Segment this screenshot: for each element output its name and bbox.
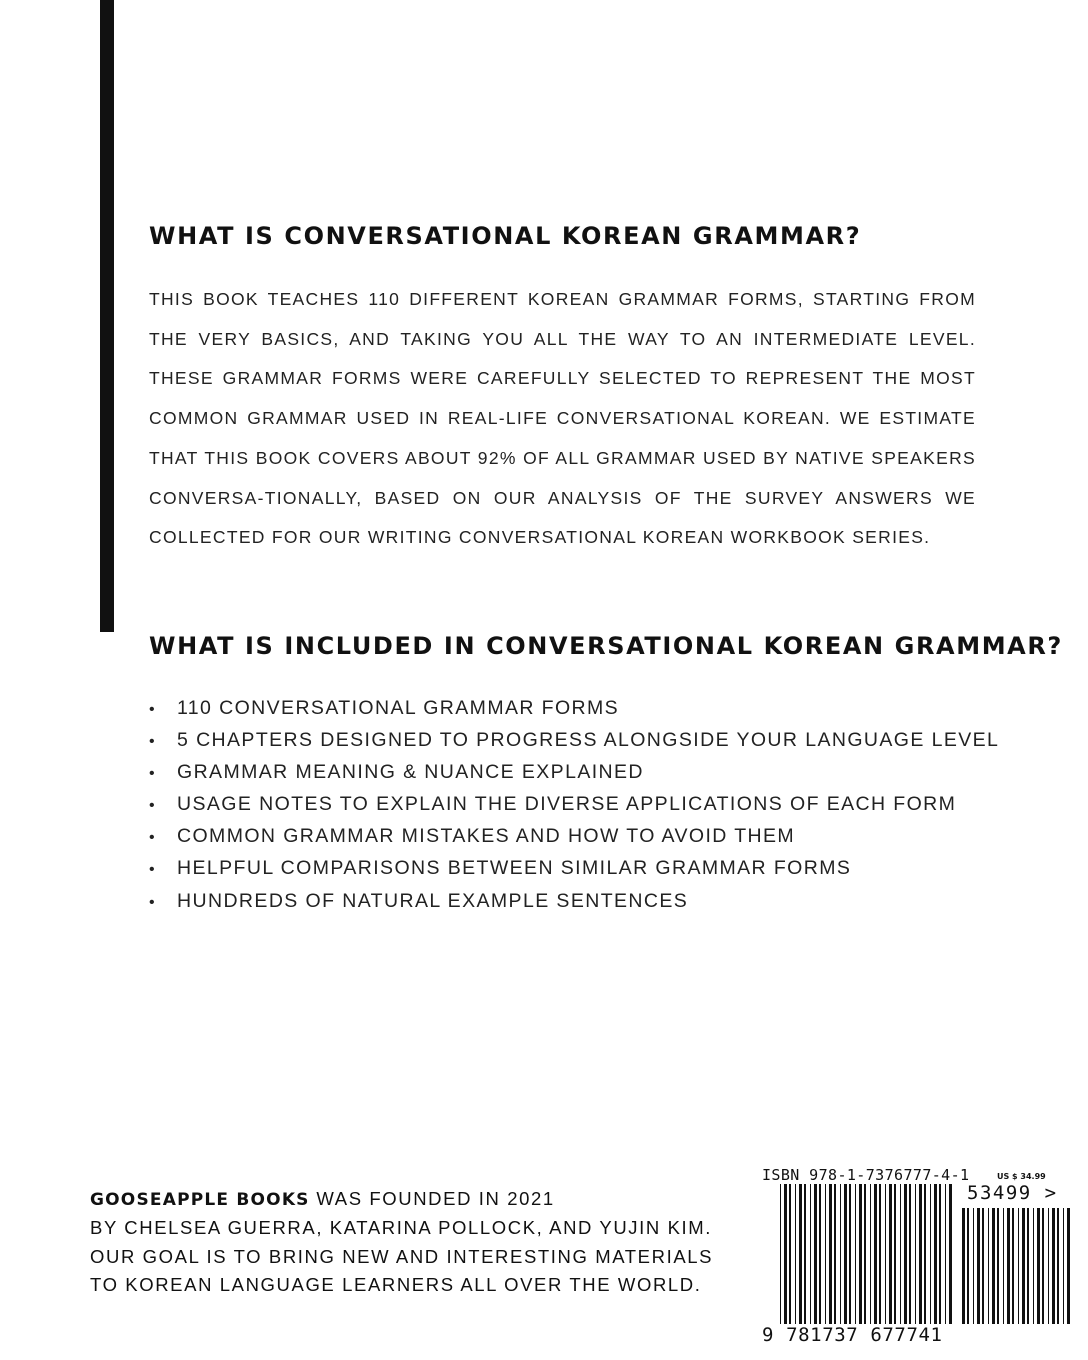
list-item (149, 692, 999, 724)
barcode-bar (982, 1208, 984, 1324)
list-item (149, 788, 999, 820)
barcode-bar (1037, 1208, 1040, 1324)
heading-what-is: WHAT IS CONVERSATIONAL KOREAN GRAMMAR? (149, 222, 862, 250)
barcode-bar (900, 1184, 901, 1324)
about-line-1 (90, 1185, 713, 1214)
ean-number: 9 781737 677741 (762, 1324, 943, 1346)
barcode-bar (1027, 1208, 1029, 1324)
features-list (149, 692, 999, 917)
barcode-bar (829, 1184, 832, 1324)
barcode-bar (909, 1184, 911, 1324)
barcode-bar (834, 1184, 836, 1324)
barcode-bar (894, 1184, 896, 1324)
description-paragraph: THIS BOOK TEACHES 110 DIFFERENT KOREAN GRAMMAR FORMS, STARTING FROM THE VERY BASICS, AND TAKING YOU ALL THE WAY TO AN INTERMEDIATE LEVEL. THESE GRAMMAR FORMS WERE CAREFULLY SELECTED TO REPRESENT THE MOST COMMON GRAMMAR USED IN REAL-LIFE CONVERSATIONAL KOREAN. WE ESTIMATE THAT THIS BOOK COVERS ABOUT 92% OF ALL GRAMMAR USED BY NATIVE SPEAKERS CONVERSA-TIONALLY, BASED ON OUR ANALYSIS OF THE SURVEY ANSWERS WE COLLECTED FOR OUR WRITING CONVERSATIONAL KOREAN WORKBOOK SERIES. (149, 289, 976, 548)
list-item-text: HUNDREDS OF NATURAL EXAMPLE SENTENCES (177, 889, 689, 912)
list-item-text: USAGE NOTES TO EXPLAIN THE DIVERSE APPLICATIONS OF EACH FORM (177, 793, 957, 816)
barcode-bar (915, 1184, 916, 1324)
barcode-bar (784, 1184, 787, 1324)
barcode-bar (1048, 1208, 1049, 1324)
barcode-bar (1042, 1208, 1044, 1324)
barcode-bar (844, 1184, 847, 1324)
barcode-bar (1057, 1208, 1059, 1324)
barcode-bar (977, 1208, 980, 1324)
barcode-bar (825, 1184, 826, 1324)
barcode-bar (849, 1184, 851, 1324)
isbn-barcode (762, 1160, 1074, 1360)
list-item (149, 756, 999, 788)
barcode-bar (814, 1184, 817, 1324)
about-line-2: BY CHELSEA GUERRA, KATARINA POLLOCK, AND YUJIN KIM. (90, 1217, 713, 1239)
bullet-icon: • (149, 797, 157, 815)
barcode-bar (924, 1184, 926, 1324)
bullet-icon: • (149, 733, 157, 751)
barcode-bar (780, 1184, 781, 1324)
barcode-bar (939, 1184, 941, 1324)
barcode-bar (874, 1184, 877, 1324)
barcode-bar (949, 1184, 952, 1324)
publisher-name: GOOSEAPPLE BOOKS (90, 1190, 310, 1210)
list-item-text: 110 CONVERSATIONAL GRAMMAR FORMS (177, 697, 620, 719)
barcode-bar (889, 1184, 892, 1324)
bullet-icon: • (149, 829, 157, 847)
bullet-icon: • (149, 893, 157, 911)
barcode-bar (1018, 1208, 1019, 1324)
barcode-bar (879, 1184, 881, 1324)
barcode-bar (973, 1208, 974, 1324)
barcode-bar (799, 1184, 802, 1324)
about-line-3: OUR GOAL IS TO BRING NEW AND INTERESTING MATERIALS (90, 1245, 714, 1267)
list-item-text: GRAMMAR MEANING & NUANCE EXPLAINED (177, 761, 644, 784)
barcode-bar (962, 1208, 965, 1324)
bullet-icon: • (149, 701, 157, 718)
bullet-icon: • (149, 861, 157, 879)
barcode-bar (945, 1184, 946, 1324)
list-item (149, 852, 999, 884)
barcode-bar (997, 1208, 999, 1324)
barcode-bar (1063, 1208, 1064, 1324)
barcode-bar (855, 1184, 856, 1324)
barcode-bar (1007, 1208, 1010, 1324)
barcode-bar (904, 1184, 907, 1324)
barcode-bar (789, 1184, 791, 1324)
barcode-bar (804, 1184, 806, 1324)
barcode-bar (992, 1208, 995, 1324)
list-item-text: COMMON GRAMMAR MISTAKES AND HOW TO AVOID THEM (177, 825, 796, 848)
barcode-bar (885, 1184, 886, 1324)
list-item-text: 5 CHAPTERS DESIGNED TO PROGRESS ALONGSIDE YOUR LANGUAGE LEVEL (177, 729, 1000, 752)
barcode-bar (795, 1184, 796, 1324)
list-item (149, 885, 999, 917)
barcode-bar (859, 1184, 862, 1324)
barcode-bar (1052, 1208, 1055, 1324)
barcode-bar (1022, 1208, 1025, 1324)
about-line-1-text: WAS FOUNDED IN 2021 (309, 1188, 555, 1209)
barcode-bar (930, 1184, 931, 1324)
barcode-bar (840, 1184, 841, 1324)
barcode-bar (1033, 1208, 1034, 1324)
about-line-4: TO KOREAN LANGUAGE LEARNERS ALL OVER THE WORLD. (90, 1274, 702, 1296)
heading-whats-included: WHAT IS INCLUDED IN CONVERSATIONAL KOREAN GRAMMAR? (149, 632, 1063, 660)
barcode-bar (864, 1184, 866, 1324)
decorative-side-bar (100, 0, 114, 632)
barcode-bar (870, 1184, 871, 1324)
barcode-bar (810, 1184, 811, 1324)
barcode-bar (1003, 1208, 1004, 1324)
barcode-bar (988, 1208, 989, 1324)
list-item-text: HELPFUL COMPARISONS BETWEEN SIMILAR GRAMMAR FORMS (177, 857, 852, 880)
barcode-bar (934, 1184, 937, 1324)
barcode-bar (819, 1184, 821, 1324)
publisher-about (90, 1185, 713, 1300)
barcode-bar (967, 1208, 969, 1324)
price-label: US $ 34.99 (997, 1172, 1046, 1181)
barcode-bar (1012, 1208, 1014, 1324)
list-item (149, 724, 999, 756)
addon-number: 53499 > (967, 1182, 1058, 1204)
ean-bars (780, 1184, 952, 1324)
isbn-label: ISBN 978-1-7376777-4-1 (762, 1166, 970, 1184)
list-item (149, 820, 999, 852)
barcode-bar (1067, 1208, 1070, 1324)
bullet-icon: • (149, 765, 157, 783)
barcode-bar (919, 1184, 922, 1324)
addon-bars (962, 1208, 1070, 1324)
